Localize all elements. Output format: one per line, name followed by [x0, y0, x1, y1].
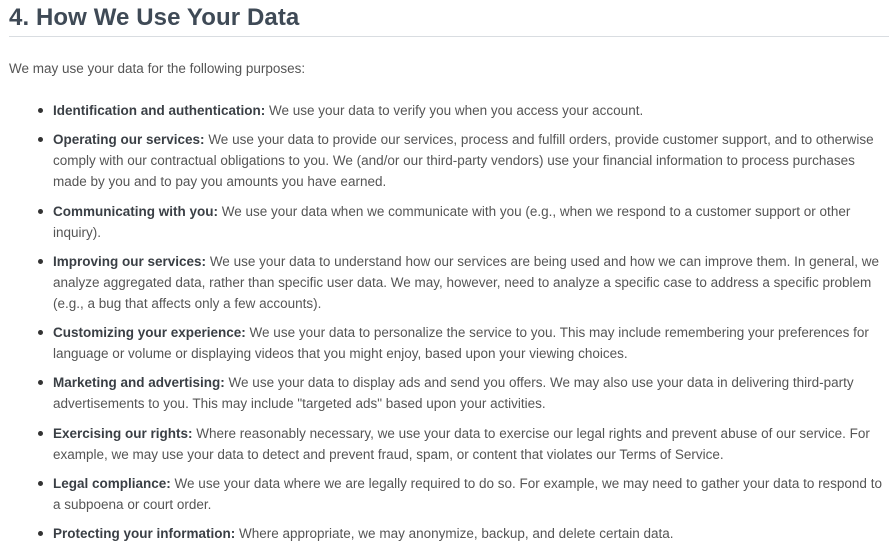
purpose-term: Exercising our rights: [53, 425, 193, 441]
purpose-term: Legal compliance: [53, 476, 171, 492]
section-intro: We may use your data for the following purposes: [9, 61, 306, 76]
purpose-item-marketing [53, 372, 883, 414]
bullet-icon [38, 330, 43, 335]
purpose-term: Customizing your experience: [53, 325, 246, 341]
purpose-list [53, 100, 883, 553]
purpose-term: Improving our services: [53, 253, 207, 269]
purpose-item-identification [53, 100, 883, 121]
title-divider [9, 36, 889, 37]
purpose-term: Operating our services: [53, 132, 205, 148]
purpose-item-operating [53, 129, 883, 192]
purpose-term: Identification and authentication: [53, 103, 266, 118]
purpose-item-protecting-information [53, 523, 883, 544]
purpose-item-exercising-rights [53, 423, 883, 465]
purpose-text: We use your data to personalize the service to you. This may include remembering your preferences for language or volume or displaying videos that you might enjoy, based upon your viewing choices. [53, 325, 869, 362]
bullet-icon [38, 137, 43, 142]
purpose-item-improving [53, 251, 883, 314]
purpose-text: We use your data to verify you when you access your account. [265, 103, 644, 118]
purpose-item-legal-compliance [53, 473, 883, 515]
bullet-icon [38, 431, 43, 436]
purpose-text: We use your data to display ads and send you offers. We may also use your data in delivering third-party advertisements to you. This may include "targeted ads" based upon your activities. [53, 375, 854, 412]
bullet-icon [38, 531, 43, 536]
bullet-icon [38, 259, 43, 264]
purpose-item-customizing [53, 322, 883, 364]
purpose-term: Communicating with you: [53, 203, 218, 219]
purpose-term: Marketing and advertising: [53, 375, 225, 391]
section-title: 4. How We Use Your Data [9, 4, 300, 31]
purpose-text: We use your data when we communicate with you (e.g., when we respond to a customer support or other inquiry). [53, 203, 851, 240]
purpose-item-communicating [53, 201, 883, 243]
purpose-text: We use your data to understand how our services are being used and how we can improve them. In general, we analyze aggregated data, rather than specific user data. We may, however, need to analyze a specific case to address a specific problem (e.g., a bug that affects only a few accounts). [53, 253, 879, 311]
purpose-term: Protecting your information: [53, 526, 236, 542]
bullet-icon [38, 108, 43, 113]
bullet-icon [38, 209, 43, 214]
bullet-icon [38, 380, 43, 385]
purpose-text: Where appropriate, we may anonymize, backup, and delete certain data. [235, 526, 674, 542]
purpose-text: We use your data where we are legally required to do so. For example, we may need to gather your data to respond to a subpoena or court order. [53, 476, 882, 513]
purpose-text: We use your data to provide our services, process and fulfill orders, provide customer support, and to otherwise comply with our contractual obligations to you. We (and/or our third-party vendors) use your financial information to process purchases made by you and to pay you amounts you have earned. [53, 132, 874, 190]
bullet-icon [38, 481, 43, 486]
purpose-text: Where reasonably necessary, we use your data to exercise our legal rights and prevent abuse of our service. For example, we may use your data to detect and prevent fraud, spam, or content that violates our Terms of Service. [53, 425, 870, 462]
